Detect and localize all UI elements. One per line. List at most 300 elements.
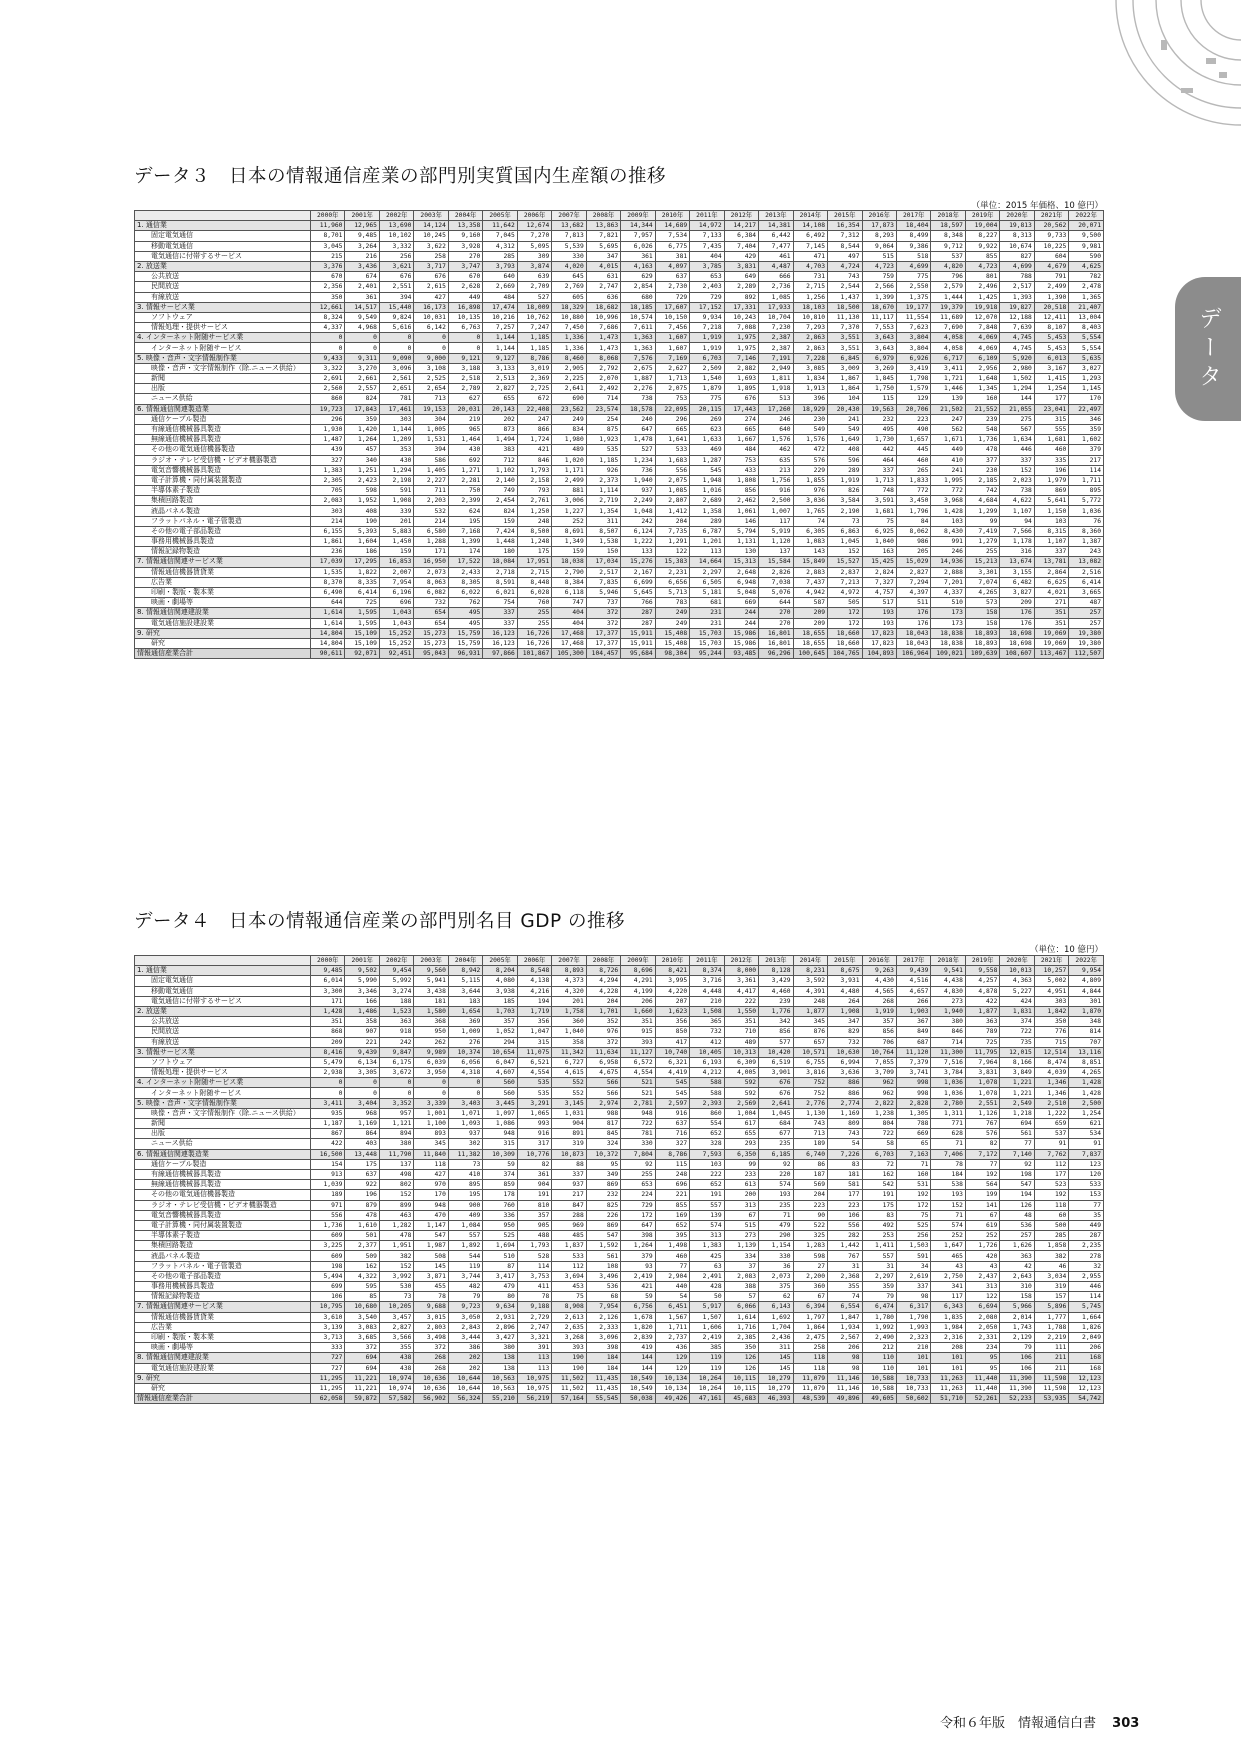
value-cell: 652 <box>690 1129 724 1139</box>
value-cell: 1,305 <box>896 1108 930 1118</box>
value-cell: 1,692 <box>759 1312 793 1322</box>
value-cell: 725 <box>345 598 379 608</box>
value-cell: 1,903 <box>896 1006 930 1016</box>
value-cell: 18,670 <box>862 302 896 312</box>
value-cell: 1,040 <box>552 1027 586 1037</box>
value-cell: 4,005 <box>724 1068 758 1078</box>
value-cell: 77 <box>655 1261 689 1271</box>
value-cell: 7,201 <box>931 577 965 587</box>
value-cell: 187 <box>793 1169 827 1179</box>
value-cell: 193 <box>759 1190 793 1200</box>
value-cell: 782 <box>1069 272 1104 282</box>
value-cell: 9,824 <box>379 312 413 322</box>
value-cell: 31 <box>828 1261 862 1271</box>
value-cell: 5,076 <box>759 587 793 597</box>
value-cell: 694 <box>345 1363 379 1373</box>
value-cell: 8,416 <box>311 1047 345 1057</box>
table-row <box>135 986 1104 996</box>
value-cell: 1,130 <box>793 1108 827 1118</box>
value-cell: 420 <box>965 1251 999 1261</box>
value-cell: 6,694 <box>965 1302 999 1312</box>
value-cell: 11,146 <box>828 1373 862 1383</box>
value-cell: 644 <box>759 598 793 608</box>
value-cell: 144 <box>621 1353 655 1363</box>
value-cell: 789 <box>965 1027 999 1037</box>
value-cell: 393 <box>621 1037 655 1047</box>
table-header-row <box>135 211 1104 221</box>
value-cell: 104,893 <box>862 649 896 659</box>
value-cell: 17,823 <box>862 638 896 648</box>
value-cell: 236 <box>311 547 345 557</box>
value-cell: 1,736 <box>311 1220 345 1230</box>
value-cell: 1,540 <box>690 374 724 384</box>
year-header: 2008年 <box>586 211 620 221</box>
value-cell: 592 <box>724 1088 758 1098</box>
table-row <box>135 516 1104 526</box>
value-cell: 860 <box>690 1108 724 1118</box>
value-cell: 110 <box>862 1363 896 1373</box>
value-cell: 282 <box>828 1231 862 1241</box>
value-cell: 169 <box>655 1210 689 1220</box>
value-cell: 4,417 <box>724 986 758 996</box>
value-cell: 3,270 <box>345 363 379 373</box>
value-cell: 0 <box>379 333 413 343</box>
value-cell: 742 <box>965 486 999 496</box>
value-cell: 145 <box>414 1261 448 1271</box>
value-cell: 101,867 <box>517 649 551 659</box>
value-cell: 1,607 <box>655 343 689 353</box>
value-cell: 419 <box>621 1343 655 1353</box>
value-cell: 129 <box>896 394 930 404</box>
value-cell: 2,669 <box>483 282 517 292</box>
value-cell: 313 <box>965 1282 999 1292</box>
row-label: 無線通信機械器具製造 <box>135 435 311 445</box>
value-cell: 1,604 <box>345 537 379 547</box>
value-cell: 12,965 <box>345 221 379 231</box>
value-cell: 153 <box>1069 1190 1104 1200</box>
value-cell: 672 <box>517 394 551 404</box>
value-cell: 7,516 <box>931 1057 965 1067</box>
value-cell: 11,263 <box>931 1383 965 1393</box>
value-cell: 336 <box>483 1210 517 1220</box>
value-cell: 653 <box>621 1180 655 1190</box>
value-cell: 2,883 <box>793 567 827 577</box>
value-cell: 208 <box>931 1343 965 1353</box>
value-cell: 411 <box>517 1282 551 1292</box>
value-cell: 2,544 <box>828 282 862 292</box>
value-cell: 11,300 <box>931 1047 965 1057</box>
value-cell: 2,433 <box>448 567 482 577</box>
value-cell: 5,713 <box>655 587 689 597</box>
value-cell: 9,064 <box>862 241 896 251</box>
value-cell: 6,482 <box>1000 577 1034 587</box>
value-cell: 141 <box>965 1200 999 1210</box>
value-cell: 21,407 <box>1069 302 1104 312</box>
value-cell: 976 <box>793 486 827 496</box>
value-cell: 15,273 <box>414 638 448 648</box>
row-label: その他の電気通信機器製造 <box>135 445 311 455</box>
value-cell: 1,948 <box>690 475 724 485</box>
value-cell: 4,220 <box>655 986 689 996</box>
value-cell: 204 <box>655 516 689 526</box>
value-cell: 2,807 <box>655 496 689 506</box>
table-row <box>135 547 1104 557</box>
side-tab-label: データ <box>1195 305 1221 393</box>
table-row <box>135 1169 1104 1179</box>
value-cell: 10,740 <box>655 1047 689 1057</box>
value-cell: 895 <box>448 1180 482 1190</box>
value-cell: 7,821 <box>586 231 620 241</box>
value-cell: 20,706 <box>896 404 930 414</box>
value-cell: 1,345 <box>965 384 999 394</box>
value-cell: 7,804 <box>621 1149 655 1159</box>
value-cell: 547 <box>414 1231 448 1241</box>
table-row <box>135 1271 1104 1281</box>
value-cell: 77 <box>1069 1200 1104 1210</box>
value-cell: 9,712 <box>931 241 965 251</box>
value-cell: 4,015 <box>586 261 620 271</box>
value-cell: 1,145 <box>1069 384 1104 394</box>
value-cell: 2,167 <box>621 567 655 577</box>
value-cell: 1,993 <box>896 1322 930 1332</box>
value-cell: 1,498 <box>655 1241 689 1251</box>
value-cell: 101 <box>896 1363 930 1373</box>
value-cell: 357 <box>862 1017 896 1027</box>
value-cell: 393 <box>552 1343 586 1353</box>
value-cell: 244 <box>724 608 758 618</box>
value-cell: 760 <box>483 1200 517 1210</box>
value-cell: 258 <box>414 251 448 261</box>
value-cell: 8,430 <box>931 526 965 536</box>
value-cell: 737 <box>586 598 620 608</box>
value-cell: 23,574 <box>586 404 620 414</box>
value-cell: 7,576 <box>621 353 655 363</box>
value-cell: 184 <box>931 1169 965 1179</box>
value-cell: 57,164 <box>552 1394 586 1404</box>
value-cell: 10,309 <box>483 1149 517 1159</box>
value-cell: 1,448 <box>483 537 517 547</box>
value-cell: 3,322 <box>311 363 345 373</box>
value-cell: 386 <box>448 1343 482 1353</box>
value-cell: 166 <box>345 996 379 1006</box>
value-cell: 18,500 <box>828 302 862 312</box>
value-cell: 7,379 <box>896 1057 930 1067</box>
value-cell: 9,502 <box>345 966 379 976</box>
value-cell: 528 <box>517 1251 551 1261</box>
value-cell: 317 <box>517 1139 551 1149</box>
value-cell: 637 <box>655 1119 689 1129</box>
value-cell: 1,336 <box>552 343 586 353</box>
value-cell: 6,656 <box>655 577 689 587</box>
value-cell: 1,923 <box>586 435 620 445</box>
value-cell: 288 <box>552 1210 586 1220</box>
value-cell: 192 <box>896 1190 930 1200</box>
value-cell: 176 <box>896 618 930 628</box>
value-cell: 918 <box>379 1027 413 1037</box>
value-cell: 4,554 <box>517 1068 551 1078</box>
value-cell: 1,283 <box>793 1241 827 1251</box>
value-cell: 7,735 <box>655 526 689 536</box>
value-cell: 449 <box>448 292 482 302</box>
value-cell: 92 <box>759 1159 793 1169</box>
row-label: 有線放送 <box>135 292 311 302</box>
value-cell: 394 <box>414 445 448 455</box>
value-cell: 846 <box>931 1027 965 1037</box>
value-cell: 0 <box>345 333 379 343</box>
value-cell: 3,269 <box>862 363 896 373</box>
value-cell: 4,657 <box>896 986 930 996</box>
value-cell: 11,435 <box>586 1373 620 1383</box>
value-cell: 357 <box>483 1017 517 1027</box>
value-cell: 1,412 <box>655 506 689 516</box>
value-cell: 333 <box>311 1343 345 1353</box>
value-cell: 266 <box>896 996 930 1006</box>
table-row <box>135 1139 1104 1149</box>
value-cell: 556 <box>828 1220 862 1230</box>
value-cell: 438 <box>379 1363 413 1373</box>
value-cell: 827 <box>1000 251 1034 261</box>
value-cell: 449 <box>1069 1220 1104 1230</box>
value-cell: 488 <box>517 1231 551 1241</box>
value-cell: 20,562 <box>1034 221 1068 231</box>
year-header: 2002年 <box>379 956 413 966</box>
value-cell: 242 <box>379 1037 413 1047</box>
value-cell: 6,740 <box>793 1149 827 1159</box>
value-cell: 2,827 <box>896 567 930 577</box>
value-cell: 6,717 <box>931 353 965 363</box>
value-cell: 1,634 <box>1000 435 1034 445</box>
value-cell: 10,264 <box>690 1373 724 1383</box>
value-cell: 1,311 <box>931 1108 965 1118</box>
value-cell: 15,703 <box>690 638 724 648</box>
value-cell: 85 <box>345 1292 379 1302</box>
value-cell: 2,281 <box>448 475 482 485</box>
value-cell: 172 <box>621 1210 655 1220</box>
value-cell: 7,213 <box>828 577 862 587</box>
value-cell: 15,109 <box>345 628 379 638</box>
value-cell: 109,639 <box>965 649 999 659</box>
value-cell: 17,823 <box>862 628 896 638</box>
value-cell: 6,414 <box>345 587 379 597</box>
value-cell: 647 <box>621 424 655 434</box>
value-cell: 92,451 <box>379 649 413 659</box>
value-cell: 1,464 <box>448 435 482 445</box>
value-cell: 18,009 <box>517 302 551 312</box>
value-cell: 2,635 <box>552 1322 586 1332</box>
value-cell: 1,169 <box>345 1119 379 1129</box>
value-cell: 96,296 <box>759 649 793 659</box>
value-cell: 0 <box>311 1078 345 1088</box>
value-cell: 464 <box>862 455 896 465</box>
value-cell: 591 <box>896 1251 930 1261</box>
row-label: 半導体素子製造 <box>135 1231 311 1241</box>
value-cell: 2,956 <box>965 363 999 373</box>
value-cell: 11,790 <box>379 1149 413 1159</box>
value-cell: 10,588 <box>862 1373 896 1383</box>
value-cell: 337 <box>896 1282 930 1292</box>
value-cell: 1,798 <box>896 374 930 384</box>
value-cell: 18,578 <box>621 404 655 414</box>
row-label: 1. 通信業 <box>135 966 311 976</box>
year-header: 2014年 <box>793 211 827 221</box>
value-cell: 209 <box>311 1037 345 1047</box>
value-cell: 0 <box>414 333 448 343</box>
value-cell: 976 <box>586 1027 620 1037</box>
value-cell: 2,790 <box>552 567 586 577</box>
value-cell: 50 <box>690 1292 724 1302</box>
value-cell: 1,610 <box>345 1220 379 1230</box>
value-cell: 0 <box>448 333 482 343</box>
value-cell: 916 <box>655 1108 689 1118</box>
value-cell: 754 <box>483 598 517 608</box>
value-cell: 457 <box>345 445 379 455</box>
value-cell: 1,777 <box>1034 1312 1068 1322</box>
value-cell: 6,580 <box>414 526 448 536</box>
value-cell: 2,780 <box>931 1098 965 1108</box>
value-cell: 428 <box>690 1282 724 1292</box>
value-cell: 98 <box>828 1363 862 1373</box>
value-cell: 670 <box>448 272 482 282</box>
value-cell: 115 <box>655 1159 689 1169</box>
value-cell: 2,492 <box>586 384 620 394</box>
value-cell: 3,566 <box>379 1332 413 1342</box>
value-cell: 950 <box>414 1027 448 1037</box>
value-cell: 753 <box>655 394 689 404</box>
value-cell: 2,316 <box>931 1332 965 1342</box>
value-cell: 10,013 <box>1000 966 1034 976</box>
value-cell: 713 <box>414 394 448 404</box>
value-cell: 3,992 <box>379 1271 413 1281</box>
value-cell: 1,178 <box>1000 537 1034 547</box>
value-cell: 971 <box>311 1200 345 1210</box>
value-cell: 11,598 <box>1034 1373 1068 1383</box>
value-cell: 5,917 <box>690 1302 724 1312</box>
value-cell: 802 <box>379 1180 413 1190</box>
value-cell: 900 <box>448 1200 482 1210</box>
value-cell: 1,626 <box>1000 1241 1034 1251</box>
value-cell: 2,219 <box>1034 1332 1068 1342</box>
value-cell: 793 <box>517 486 551 496</box>
value-cell: 20,143 <box>483 404 517 414</box>
row-label: 通信ケーブル製造 <box>135 414 311 424</box>
value-cell: 676 <box>379 272 413 282</box>
value-cell: 592 <box>724 1078 758 1088</box>
row-label: ソフトウェア <box>135 1057 311 1067</box>
value-cell: 1,758 <box>552 1006 586 1016</box>
value-cell: 358 <box>552 1037 586 1047</box>
value-cell: 11,382 <box>448 1149 482 1159</box>
value-cell: 1,428 <box>1069 1088 1104 1098</box>
value-cell: 1,005 <box>414 424 448 434</box>
value-cell: 588 <box>690 1088 724 1098</box>
value-cell: 55,210 <box>483 1394 517 1404</box>
value-cell: 722 <box>621 1119 655 1129</box>
value-cell: 1,713 <box>655 374 689 384</box>
value-cell: 1,984 <box>931 1322 965 1332</box>
row-label: 移動電気通信 <box>135 241 311 251</box>
value-cell: 1,487 <box>311 435 345 445</box>
value-cell: 72 <box>862 1159 896 1169</box>
value-cell: 3,085 <box>793 363 827 373</box>
value-cell: 1,363 <box>621 343 655 353</box>
value-cell: 3,268 <box>552 1332 586 1342</box>
value-cell: 463 <box>379 1210 413 1220</box>
value-cell: 825 <box>586 1200 620 1210</box>
value-cell: 163 <box>862 547 896 557</box>
value-cell: 3,938 <box>483 986 517 996</box>
value-cell: 7,257 <box>483 323 517 333</box>
row-label: 情報通信産業合計 <box>135 1394 311 1404</box>
value-cell: 1,633 <box>690 435 724 445</box>
year-header: 2022年 <box>1069 956 1104 966</box>
value-cell: 421 <box>517 445 551 455</box>
section4-unit-note: （単位：10 億円） <box>1029 945 1103 955</box>
value-cell: 202 <box>448 1353 482 1363</box>
value-cell: 10,762 <box>517 312 551 322</box>
value-cell: 2,955 <box>1069 1271 1104 1281</box>
table-row <box>135 292 1104 302</box>
value-cell: 1,724 <box>517 435 551 445</box>
value-cell: 1,606 <box>690 1322 724 1332</box>
value-cell: 2,561 <box>379 374 413 384</box>
value-cell: 2,747 <box>586 282 620 292</box>
value-cell: 2,403 <box>690 282 724 292</box>
value-cell: 510 <box>931 598 965 608</box>
value-cell: 158 <box>965 618 999 628</box>
value-cell: 2,475 <box>793 1332 827 1342</box>
row-label: ソフトウェア <box>135 312 311 322</box>
value-cell: 2,203 <box>414 496 448 506</box>
row-label: 民間放送 <box>135 282 311 292</box>
value-cell: 521 <box>621 1078 655 1088</box>
value-cell: 3,096 <box>586 1332 620 1342</box>
value-cell: 771 <box>931 1119 965 1129</box>
value-cell: 2,615 <box>414 282 448 292</box>
table-row <box>135 1159 1104 1169</box>
value-cell: 635 <box>759 455 793 465</box>
value-cell: 398 <box>586 1343 620 1353</box>
value-cell: 1,131 <box>724 537 758 547</box>
value-cell: 564 <box>965 1180 999 1190</box>
value-cell: 2,235 <box>1069 1241 1104 1251</box>
value-cell: 1,918 <box>759 384 793 394</box>
value-cell: 1,649 <box>828 435 862 445</box>
value-cell: 319 <box>1034 1282 1068 1292</box>
total-row <box>135 1394 1104 1404</box>
value-cell: 3,713 <box>311 1332 345 1342</box>
value-cell: 1,919 <box>862 1006 896 1016</box>
value-cell: 1,952 <box>345 496 379 506</box>
table-row <box>135 638 1104 648</box>
value-cell: 6,047 <box>483 1057 517 1067</box>
value-cell: 1,393 <box>1000 292 1034 302</box>
value-cell: 935 <box>311 1108 345 1118</box>
value-cell: 6,979 <box>862 353 896 363</box>
value-cell: 10,225 <box>1034 241 1068 251</box>
value-cell: 7,146 <box>724 353 758 363</box>
row-label: フラットパネル・電子管製造 <box>135 516 311 526</box>
value-cell: 13,682 <box>552 221 586 231</box>
value-cell: 2,628 <box>448 282 482 292</box>
value-cell: 10,733 <box>896 1383 930 1393</box>
value-cell: 9,000 <box>414 353 448 363</box>
value-cell: 538 <box>931 1180 965 1190</box>
value-cell: 19,004 <box>965 221 999 231</box>
value-cell: 605 <box>552 292 586 302</box>
value-cell: 710 <box>724 1027 758 1037</box>
value-cell: 114 <box>517 1261 551 1271</box>
value-cell: 68 <box>586 1292 620 1302</box>
